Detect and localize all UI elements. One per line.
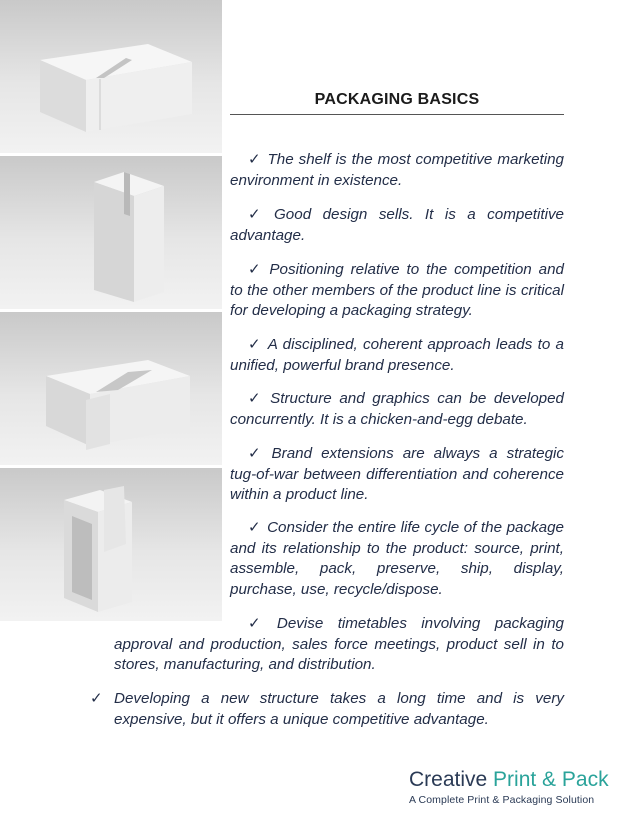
- checkmark-icon: ✓: [248, 151, 262, 168]
- bullet-item: [90, 689, 564, 730]
- brand-word-print-pack: Print & Pack: [493, 768, 609, 791]
- page-title: PACKAGING BASICS: [314, 91, 480, 108]
- box-photo-upright: [0, 156, 222, 309]
- bullet-item: [230, 518, 564, 600]
- bullet-text: A disciplined, coherent approach leads to a unified, powerful brand presence.: [230, 336, 565, 374]
- brand-logo: [409, 768, 609, 806]
- brand-word-creative: Creative: [409, 768, 488, 791]
- checkmark-icon: ✓: [90, 690, 103, 707]
- bullet-text: Developing a new structure takes a long time and is very expensive, but it offers a unique competitive advantage.: [114, 690, 564, 728]
- bullet-text: Positioning relative to the competition and to the other members of the product line is critical for developing a packaging strategy.: [230, 261, 564, 319]
- bullet-item: [230, 260, 564, 322]
- checkmark-icon: ✓: [248, 336, 262, 353]
- box-photo-sliding: [0, 312, 222, 465]
- bullet-item: [230, 335, 564, 376]
- bullet-text: Devise timetables involving packaging approval and production, sales force meetings, product sell in to stores, manufacturing, and distribution.: [114, 615, 564, 673]
- box-photo-open-tray: [0, 468, 222, 621]
- bullet-item: [114, 614, 564, 676]
- bullet-text: Structure and graphics can be developed concurrently. It is a chicken-and-egg debate.: [230, 390, 564, 428]
- bullet-item: [230, 205, 564, 246]
- checkmark-icon: ✓: [248, 261, 264, 278]
- bullet-text: Brand extensions are always a strategic tug-of-war between differentiation and coherence within a product line.: [230, 445, 564, 503]
- bullet-item: [230, 444, 564, 506]
- checkmark-icon: ✓: [248, 615, 271, 632]
- bullet-item: [230, 150, 564, 191]
- title-underline: [230, 114, 564, 115]
- box-photo-closed: [0, 0, 222, 153]
- bullet-text: Good design sells. It is a competitive advantage.: [230, 206, 564, 244]
- brand-name: [409, 768, 609, 792]
- bullet-text: Consider the entire life cycle of the package and its relationship to the product: source, print, assemble, pack, preserve, ship, display, purchase, use, recycle/dispose.: [230, 519, 564, 598]
- checkmark-icon: ✓: [248, 519, 262, 536]
- checkmark-icon: ✓: [248, 390, 265, 407]
- checkmark-icon: ✓: [248, 206, 268, 223]
- brand-tagline: A Complete Print & Packaging Solution: [409, 794, 595, 806]
- bullet-item: [230, 389, 564, 430]
- checkmark-icon: ✓: [248, 445, 266, 462]
- bullet-text: The shelf is the most competitive marketing environment in existence.: [230, 151, 564, 189]
